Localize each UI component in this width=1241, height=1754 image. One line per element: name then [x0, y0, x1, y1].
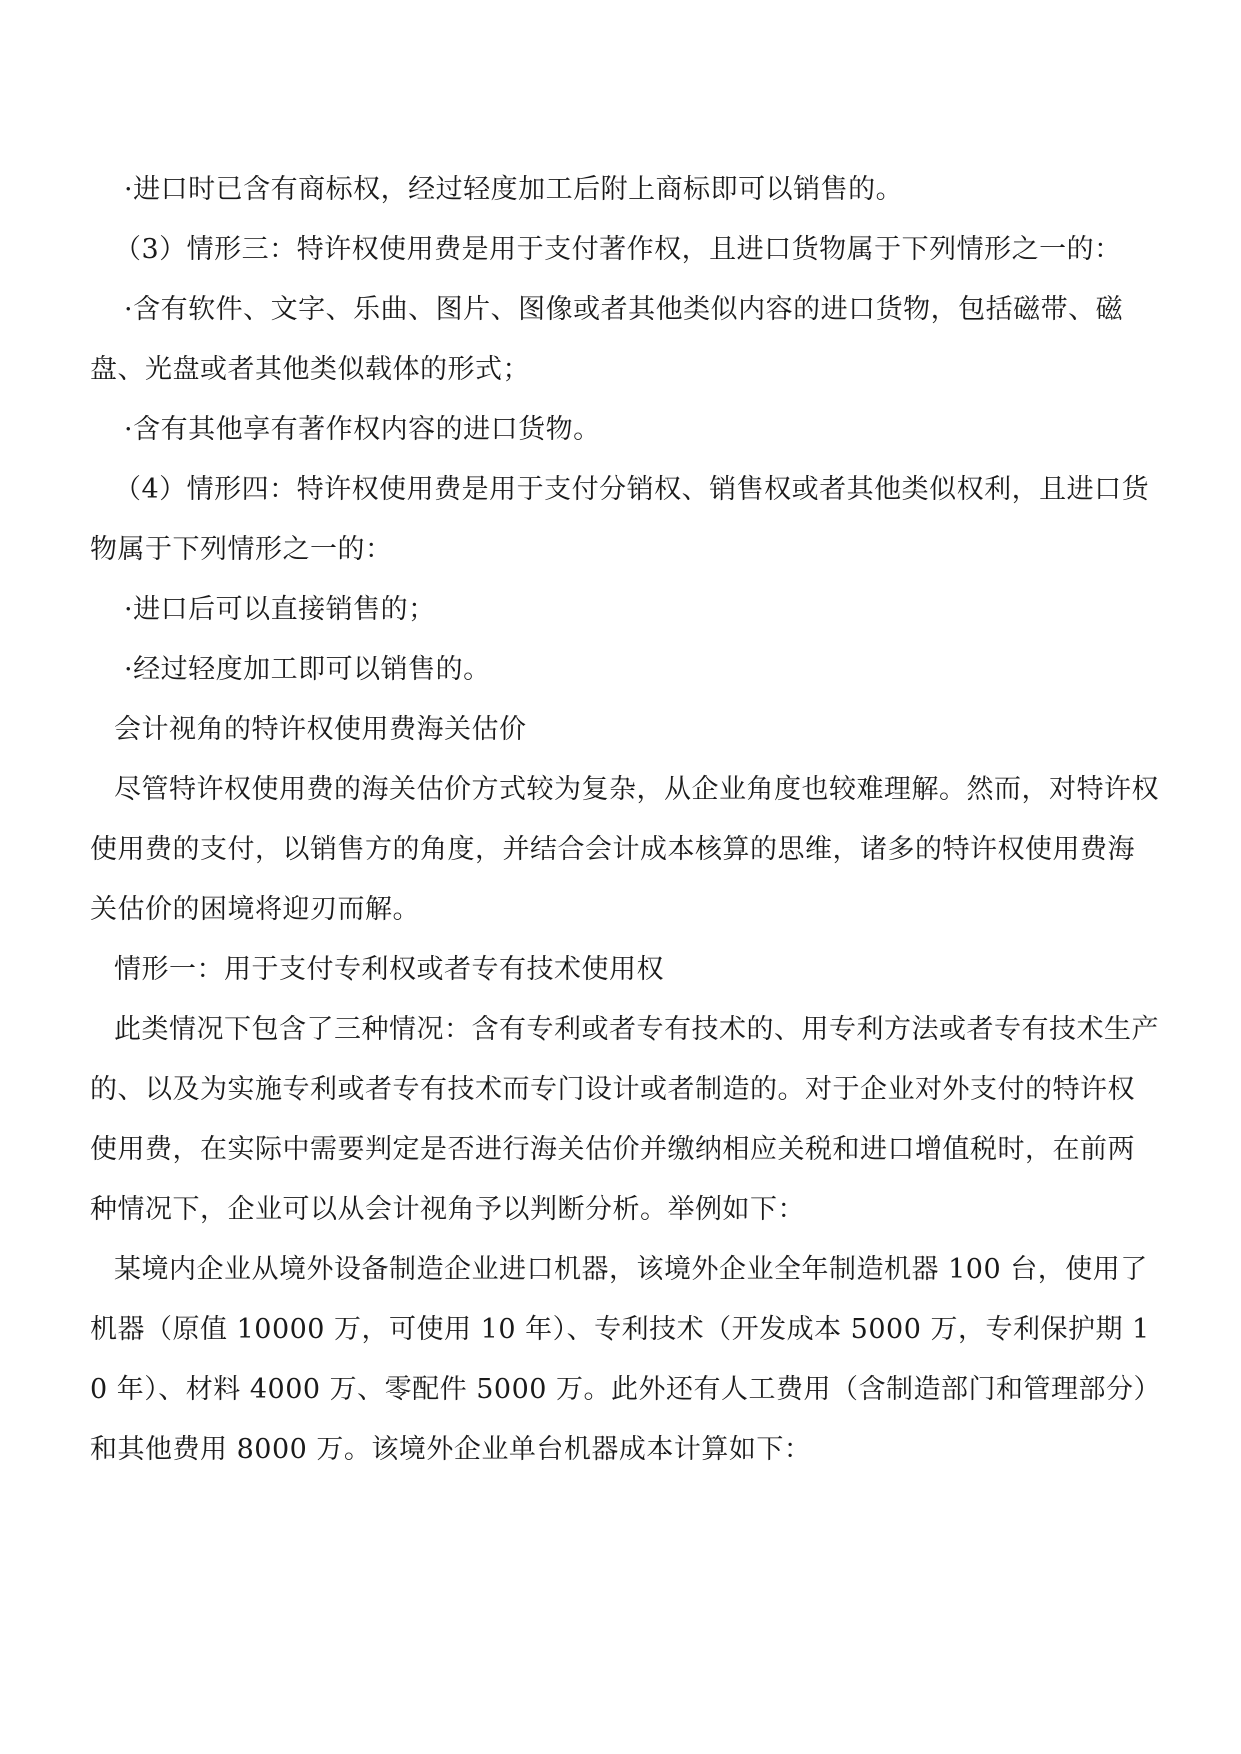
paragraph-bullet-software: ·含有软件、文字、乐曲、图片、图像或者其他类似内容的进口货物，包括磁带、磁盘、光盘或者其他类似载体的形式； — [90, 294, 1124, 385]
paragraph-case-three: （3）情形三：特许权使用费是用于支付著作权，且进口货物属于下列情形之一的： — [114, 234, 1122, 265]
paragraph-bullet-light-processing: ·经过轻度加工即可以销售的。 — [124, 654, 491, 685]
section-heading-case-one: 情形一：用于支付专利权或者专有技术使用权 — [114, 954, 664, 985]
section-heading-accounting-view: 会计视角的特许权使用费海关估价 — [114, 714, 527, 745]
paragraph-bullet-trademark: ·进口时已含有商标权，经过轻度加工后附上商标即可以销售的。 — [124, 174, 904, 205]
paragraph-bullet-copyright: ·含有其他享有著作权内容的进口货物。 — [124, 414, 601, 445]
paragraph-bullet-direct-sale: ·进口后可以直接销售的； — [124, 594, 436, 625]
paragraph-intro: 尽管特许权使用费的海关估价方式较为复杂，从企业角度也较难理解。然而，对特许权使用费的支付，以销售方的角度，并结合会计成本核算的思维，诸多的特许权使用费海关估价的困境将迎刃而解。 — [90, 774, 1159, 925]
paragraph-case-four: （4）情形四：特许权使用费是用于支付分销权、销售权或者其他类似权利，且进口货物属于下列情形之一的： — [90, 474, 1150, 565]
paragraph-case-one-detail: 此类情况下包含了三种情况：含有专利或者专有技术的、用专利方法或者专有技术生产的、以及为实施专利或者专有技术而专门设计或者制造的。对于企业对外支付的特许权使用费，在实际中需要判定是否进行海关估价并缴纳相应关税和进口增值税时，在前两种情况下，企业可以从会计视角予以判断分析。举例如下： — [90, 1014, 1159, 1225]
document-body — [90, 160, 1160, 1480]
paragraph-example: 某境内企业从境外设备制造企业进口机器，该境外企业全年制造机器 100 台，使用了机器（原值 10000 万，可使用 10 年）、专利技术（开发成本 5000 万，专利保护期 10 年）、材料 4000 万、零配件 5000 万。此外还有人工费用（含制造部门和管理部分）和其他费用 8000 万。该境外企业单台机器成本计算如下： — [90, 1254, 1150, 1465]
